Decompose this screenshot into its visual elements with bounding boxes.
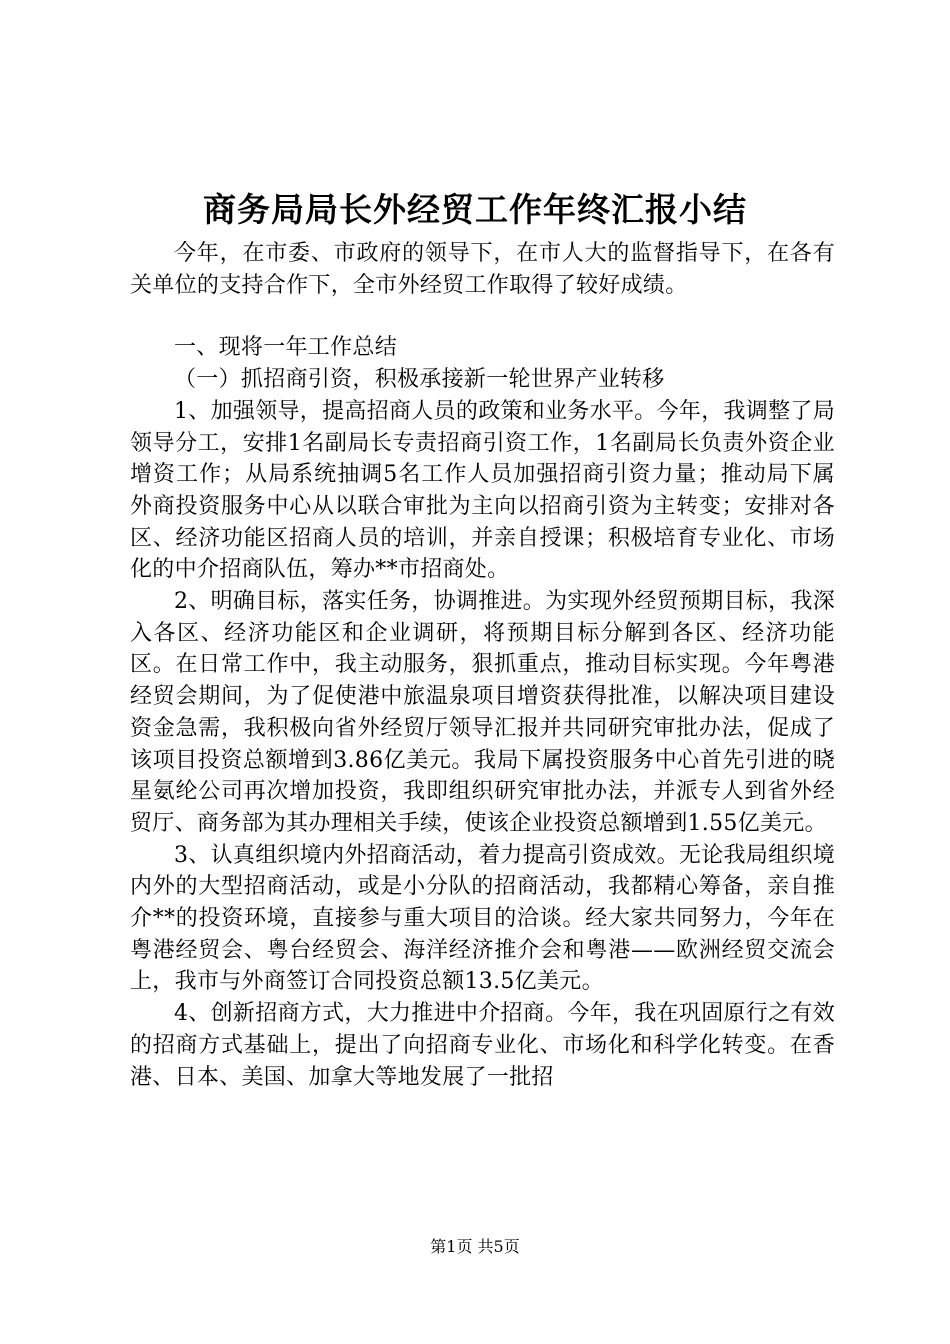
document-body: [130, 238, 835, 1093]
paragraph-item-2: 2、明确目标，落实任务，协调推进。为实现外经贸预期目标，我深入各区、经济功能区和企业调研，将预期目标分解到各区、经济功能区。在日常工作中，我主动服务，狠抓重点，推动目标实现。今年粤港经贸会期间，为了促使港中旅温泉项目增资获得批准，以解决项目建设资金急需，我积极向省外经贸厅领导汇报并共同研究审批办法，促成了该项目投资总额增到3.86亿美元。我局下属投资服务中心首先引进的晓星氨纶公司再次增加投资，我即组织研究审批办法，并派专人到省外经贸厅、商务部为其办理相关手续，使该企业投资总额增到1.55亿美元。: [130, 589, 835, 836]
paragraph-item-1: 1、加强领导，提高招商人员的政策和业务水平。今年，我调整了局领导分工，安排1名副局长专责招商引资工作，1名副局长负责外资企业增资工作；从局系统抽调5名工作人员加强招商引资力量；推动局下属外商投资服务中心从以联合审批为主向以招商引资为主转变；安排对各区、经济功能区招商人员的培训，并亲自授课；积极培育专业化、市场化的中介招商队伍，筹办**市招商处。: [130, 398, 835, 583]
subsection-heading: （一）抓招商引资，积极承接新一轮世界产业转移: [174, 367, 665, 393]
page-number: 第1页 共5页: [430, 1237, 520, 1256]
section-heading: 一、现将一年工作总结: [174, 335, 398, 361]
paragraph-intro: 今年，在市委、市政府的领导下，在市人大的监督指导下，在各有关单位的支持合作下，全市外经贸工作取得了较好成绩。: [130, 241, 835, 298]
document-title: 商务局局长外经贸工作年终汇报小结: [203, 190, 747, 229]
paragraph-item-4: 4、创新招商方式，大力推进中介招商。今年，我在巩固原行之有效的招商方式基础上，提出了向招商专业化、市场化和科学化转变。在香港、日本、美国、加拿大等地发展了一批招: [130, 1001, 835, 1090]
paragraph-item-3: 3、认真组织境内外招商活动，着力提高引资成效。无论我局组织境内外的大型招商活动，或是小分队的招商活动，我都精心筹备，亲自推介**的投资环境，直接参与重大项目的洽谈。经大家共同努力，今年在粤港经贸会、粤台经贸会、海洋经济推介会和粤港——欧洲经贸交流会上，我市与外商签订合同投资总额13.5亿美元。: [130, 842, 835, 995]
